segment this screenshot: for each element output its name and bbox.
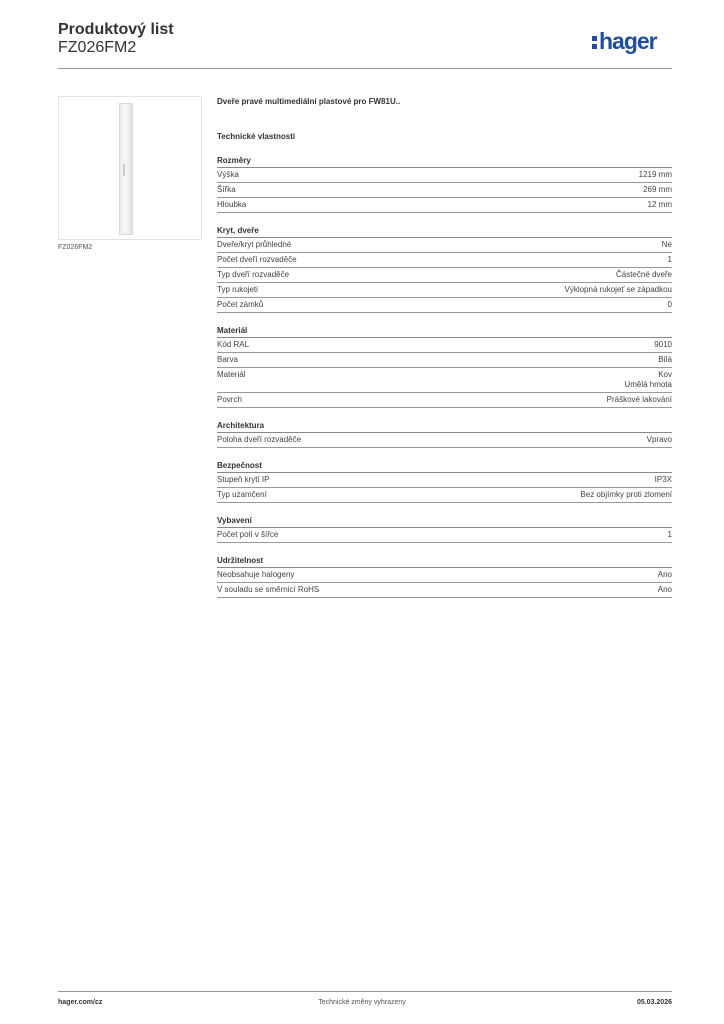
property-value xyxy=(648,200,672,210)
property-section xyxy=(217,460,672,503)
property-label: Typ rukojeti xyxy=(217,285,258,294)
property-value-line: Práškové lakování xyxy=(606,395,672,404)
logo-dot-top xyxy=(592,36,597,41)
property-label: Barva xyxy=(217,355,238,364)
property-row xyxy=(217,488,672,503)
door-handle xyxy=(123,164,125,176)
property-value-line: 1 xyxy=(667,255,672,264)
property-value xyxy=(668,530,672,540)
property-row xyxy=(217,568,672,583)
footer-disclaimer: Technické změny vyhrazeny xyxy=(318,999,406,1006)
property-value xyxy=(639,170,672,180)
property-row xyxy=(217,268,672,283)
property-value xyxy=(662,240,672,250)
property-label: V souladu se směrnicí RoHS xyxy=(217,585,320,594)
section-title: Architektura xyxy=(217,420,672,433)
property-row xyxy=(217,198,672,213)
property-value-line: Ano xyxy=(657,570,672,579)
property-value xyxy=(624,370,672,390)
property-row xyxy=(217,583,672,598)
property-row xyxy=(217,368,672,393)
property-value xyxy=(647,435,672,445)
property-value-line: Bez objímky proti zlomení xyxy=(580,490,672,499)
property-value xyxy=(643,185,672,195)
property-label: Poloha dveří rozvaděče xyxy=(217,435,302,444)
section-title: Materiál xyxy=(217,325,672,338)
footer-date: 05.03.2026 xyxy=(636,999,672,1006)
property-label: Povrch xyxy=(217,395,242,404)
property-row xyxy=(217,183,672,198)
property-value-line: IP3X xyxy=(654,475,672,484)
property-row xyxy=(217,238,672,253)
property-label: Stupeň krytí IP xyxy=(217,475,270,484)
property-value xyxy=(580,490,672,500)
property-row xyxy=(217,433,672,448)
property-label: Počet zámků xyxy=(217,300,264,309)
property-value-line: 12 mm xyxy=(647,200,672,209)
property-value-line: Ne xyxy=(661,240,672,249)
section-title: Rozměry xyxy=(217,155,672,168)
property-value xyxy=(658,355,672,365)
product-code: FZ026FM2 xyxy=(58,39,137,56)
property-label: Typ dveří rozvaděče xyxy=(217,270,290,279)
property-section xyxy=(217,155,672,213)
property-label: Výška xyxy=(217,170,239,179)
property-value-line: Vpravo xyxy=(646,435,672,444)
property-value-line: 0 xyxy=(667,300,672,309)
property-section xyxy=(217,515,672,543)
property-value-line: Bílá xyxy=(658,355,672,364)
property-label: Typ uzamčení xyxy=(217,490,267,499)
property-value xyxy=(668,300,672,310)
property-label: Kód RAL xyxy=(217,340,250,349)
property-section xyxy=(217,555,672,598)
header-divider xyxy=(58,68,672,69)
property-value-line: Kov xyxy=(658,370,672,379)
product-details xyxy=(217,96,672,598)
property-sections xyxy=(217,155,672,598)
property-label: Dveře/kryt průhledné xyxy=(217,240,292,249)
section-title: Bezpečnost xyxy=(217,460,672,473)
property-row xyxy=(217,283,672,298)
footer-website: hager.com/cz xyxy=(58,999,103,1006)
property-value-line: 269 mm xyxy=(643,185,672,194)
logo-text: hager xyxy=(599,28,657,54)
property-row xyxy=(217,353,672,368)
property-label: Materiál xyxy=(217,370,246,379)
property-value-line: Částečné dveře xyxy=(615,270,672,279)
technical-properties-title: Technické vlastnosti xyxy=(217,132,296,141)
property-row xyxy=(217,298,672,313)
hager-logo xyxy=(592,27,674,55)
property-value-line: Výklopná rukojeť se západkou xyxy=(564,285,672,294)
property-section xyxy=(217,225,672,313)
property-row xyxy=(217,168,672,183)
property-value xyxy=(564,285,672,295)
property-value xyxy=(668,255,672,265)
property-value-line: 9010 xyxy=(654,340,672,349)
footer-divider xyxy=(58,991,672,992)
property-value-line: Ano xyxy=(657,585,672,594)
property-section xyxy=(217,325,672,408)
section-title: Udržitelnost xyxy=(217,555,672,568)
page-title: Produktový list xyxy=(58,21,174,38)
property-label: Neobsahuje halogeny xyxy=(217,570,295,579)
property-value xyxy=(607,395,672,405)
property-row xyxy=(217,253,672,268)
property-row xyxy=(217,338,672,353)
property-label: Hloubka xyxy=(217,200,247,209)
property-row xyxy=(217,393,672,408)
property-value xyxy=(658,585,672,595)
property-value xyxy=(655,475,672,485)
property-row xyxy=(217,528,672,543)
property-label: Šířka xyxy=(217,185,236,194)
property-value-line: Umělá hmota xyxy=(624,380,672,389)
logo-dot-bottom xyxy=(592,44,597,49)
property-row xyxy=(217,473,672,488)
property-value xyxy=(658,570,672,580)
section-title: Kryt, dveře xyxy=(217,225,672,238)
product-image xyxy=(58,96,202,240)
property-section xyxy=(217,420,672,448)
property-label: Počet polí v šířce xyxy=(217,530,279,539)
property-value-line: 1219 mm xyxy=(638,170,672,179)
property-value xyxy=(654,340,672,350)
section-title: Vybavení xyxy=(217,515,672,528)
product-description: Dveře pravé multimediální plastové pro FW81U.. xyxy=(217,97,401,106)
image-caption: FZ026FM2 xyxy=(58,244,93,251)
property-value xyxy=(616,270,672,280)
property-label: Počet dveří rozvaděče xyxy=(217,255,297,264)
door-illustration xyxy=(119,103,133,235)
property-value-line: 1 xyxy=(667,530,672,539)
